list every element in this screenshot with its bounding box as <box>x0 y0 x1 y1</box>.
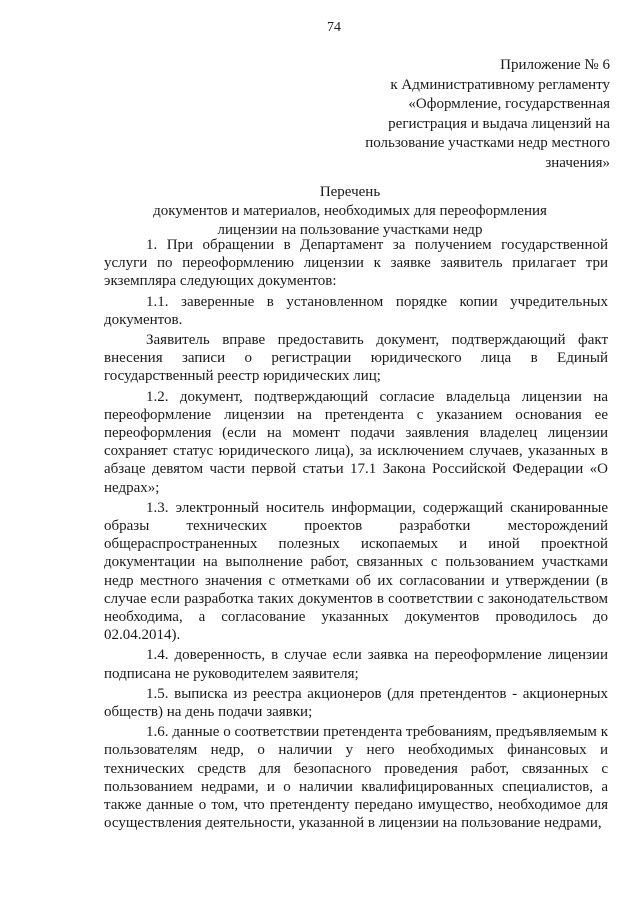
paragraph: 1.5. выписка из реестра акционеров (для претендентов - акционерных обществ) на день подачи заявки; <box>104 685 608 721</box>
paragraph: 1. При обращении в Департамент за получением государственной услуги по переоформлению лицензии к заявке заявитель прилагает три экземпляра следующих документов: <box>104 237 608 290</box>
paragraph: 1.3. электронный носитель информации, содержащий сканированные образы технических проектов разработки месторождений общераспространенных полезных ископаемых и иной проектной документации на выполнение работ, связанных с пользованием участками недр местного значения с отметками об их согласовании и утверждении (в случае если разработка таких документов в соответствии с законодательством необходима, а согласование указанных документов проводилось до 02.04.2014). <box>104 499 608 644</box>
paragraph: 1.6. данные о соответствии претендента требованиям, предъявляемым к пользователям недр, о наличии у него необходимых финансовых и технических средств для безопасного проведения работ, связанных с пользованием недрами, и о наличии квалифицированных специалистов, а также данные о том, что претенденту передано имущество, необходимое для осуществления деятельности, указанной в лицензии на пользование недрами, <box>104 724 608 832</box>
document-body <box>104 236 608 833</box>
document-title <box>120 183 580 240</box>
paragraph: Заявитель вправе предоставить документ, подтверждающий факт внесения записи о регистрации юридического лица в Единый государственный реестр юридических лиц; <box>104 332 608 385</box>
appendix-line: значения» <box>545 154 610 171</box>
appendix-line: Приложение № 6 <box>500 57 610 73</box>
page-number: 74 <box>327 20 341 35</box>
paragraph: 1.4. доверенность, в случае если заявка на переоформление лицензии подписана не руководителем заявителя; <box>104 647 608 682</box>
appendix-header <box>310 56 610 173</box>
title-line: документов и материалов, необходимых для переоформления <box>153 203 547 219</box>
title-line: Перечень <box>319 184 381 200</box>
appendix-line: пользование участками недр местного <box>365 135 610 151</box>
paragraph: 1.2. документ, подтверждающий согласие владельца лицензии на переоформление лицензии на претендента с указанием основания ее переоформления (если на момент подачи заявления владелец лицензии сохраняет статус юридического лица), за исключением случаев, указанных в абзаце девятом части первой статьи 17.1 Закона Российской Федерации «О недрах»; <box>104 388 608 496</box>
title-line: лицензии на пользование участками недр <box>217 222 483 238</box>
paragraph: 1.1. заверенные в установленном порядке копии учредительных документов. <box>104 293 608 328</box>
appendix-line: регистрация и выдача лицензий на <box>388 115 610 132</box>
appendix-line: «Оформление, государственная <box>408 96 610 112</box>
appendix-line: к Административному регламенту <box>390 76 610 93</box>
